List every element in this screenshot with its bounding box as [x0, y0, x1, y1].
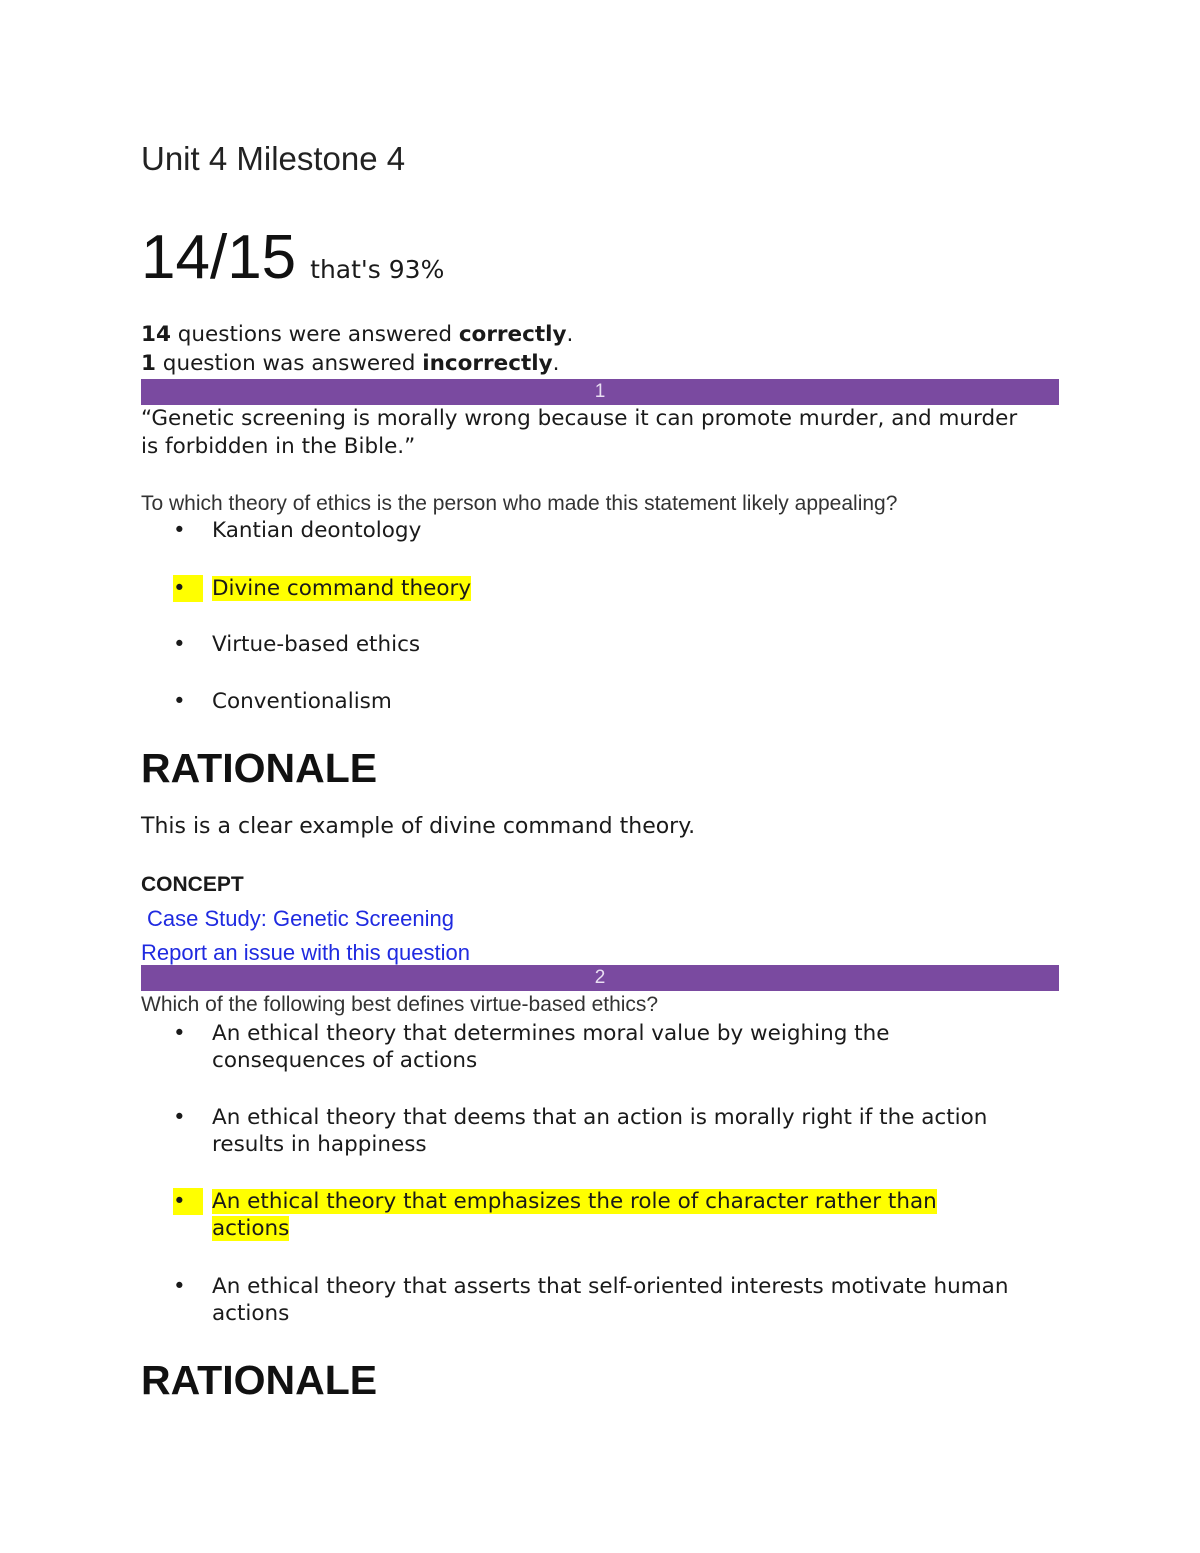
summary-incorrect — [141, 351, 559, 376]
incorrect-word: incorrectly — [422, 351, 553, 376]
option-text: An ethical theory that determines moral value by weighing the consequences of actions — [212, 1021, 890, 1073]
incorrect-end: . — [552, 351, 560, 376]
question-2-prompt: Which of the following best defines virtue-based ethics? — [141, 993, 659, 1016]
question-1-rationale-text: This is a clear example of divine command theory. — [141, 814, 696, 839]
question-1-option-4 — [173, 688, 1013, 715]
score-line — [141, 222, 444, 293]
question-1-quote: “Genetic screening is morally wrong because it can promote murder, and murder is forbidden in the Bible.” — [141, 406, 1018, 459]
incorrect-count: 1 — [141, 351, 156, 376]
option-text: Kantian deontology — [212, 518, 422, 543]
summary-correct — [141, 322, 573, 347]
bullet-icon: • — [173, 1105, 186, 1130]
concept-link[interactable]: Case Study: Genetic Screening — [147, 906, 454, 931]
question-1-prompt: To which theory of ethics is the person who made this statement likely appealing? — [141, 492, 898, 515]
question-2-option-2 — [173, 1104, 1013, 1158]
bullet-icon: • — [173, 689, 186, 714]
bullet-icon: • — [173, 575, 203, 602]
bullet-icon: • — [173, 518, 186, 543]
question-2-option-3 — [173, 1188, 1013, 1242]
correct-word: correctly — [458, 322, 567, 347]
question-1-header-bar: 1 — [141, 379, 1059, 405]
question-2-option-1 — [173, 1020, 1013, 1074]
option-text-highlighted: Divine command theory — [212, 576, 472, 601]
question-1-rationale-heading: RATIONALE — [141, 745, 378, 791]
question-1-concept-heading: CONCEPT — [141, 873, 244, 896]
bullet-icon: • — [173, 1021, 186, 1046]
question-2-option-4 — [173, 1273, 1013, 1327]
report-issue-link[interactable]: Report an issue with this question — [141, 940, 470, 965]
correct-end: . — [566, 322, 574, 347]
bullet-icon: • — [173, 1274, 186, 1299]
option-text: Conventionalism — [212, 689, 392, 714]
option-text: An ethical theory that deems that an action is morally right if the action results in happiness — [212, 1105, 988, 1157]
page-title: Unit 4 Milestone 4 — [141, 140, 406, 177]
score-fraction: 14/15 — [141, 223, 297, 292]
bullet-icon: • — [173, 1188, 203, 1215]
correct-text: questions were answered — [170, 322, 459, 347]
option-text: Virtue-based ethics — [212, 632, 421, 657]
question-1-option-3 — [173, 631, 1013, 658]
option-text: An ethical theory that asserts that self-oriented interests motivate human actions — [212, 1274, 1009, 1326]
question-1-option-2 — [173, 575, 1013, 602]
question-2-rationale-heading: RATIONALE — [141, 1357, 378, 1403]
incorrect-text: question was answered — [155, 351, 423, 376]
question-2-header-bar: 2 — [141, 965, 1059, 991]
score-percent: that's 93% — [310, 255, 445, 284]
question-1-option-1 — [173, 517, 1013, 544]
bullet-icon: • — [173, 632, 186, 657]
correct-count: 14 — [141, 322, 171, 347]
option-text-highlighted: An ethical theory that emphasizes the role of character rather than actions — [212, 1189, 937, 1241]
